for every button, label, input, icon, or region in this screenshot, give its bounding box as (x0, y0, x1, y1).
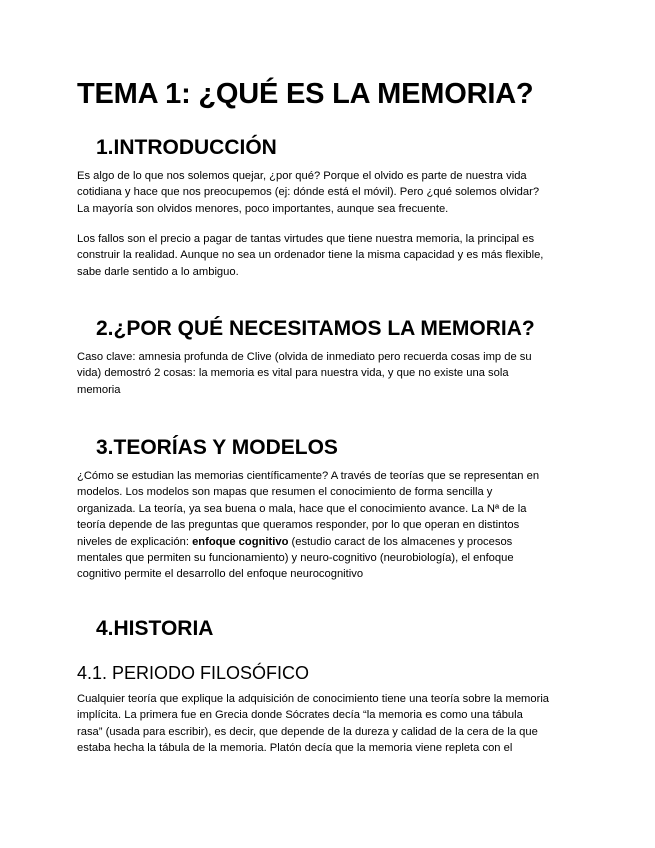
paragraph (77, 691, 587, 757)
text-line: organizada. La teoría, ya sea buena o mala, hace que el conocimiento avance. La Nª de la (77, 502, 527, 515)
text-line: cognitivo permite el desarrollo del enfoque neurocognitivo (77, 568, 364, 581)
text-line: Los fallos son el precio a pagar de tantas virtudes que tiene nuestra memoria, la principal es (77, 233, 535, 245)
section-heading-introduccion: 1.INTRODUCCIÓN (96, 136, 277, 159)
text-line: memoria (77, 383, 121, 396)
text-line: modelos. Los modelos son mapas que resumen el conocimiento de forma sencilla y (77, 486, 493, 499)
text-line: Es algo de lo que nos solemos quejar, ¿por qué? Porque el olvido es parte de nuestra vida (77, 170, 527, 182)
text-line: estaba hecha la tábula de la memoria. Platón decía que la memoria viene repleta con el (77, 742, 513, 755)
section-heading-teorias: 3.TEORÍAS Y MODELOS (96, 436, 338, 459)
paragraph (77, 168, 587, 217)
text-line: vida) demostró 2 cosas: la memoria es vital para nuestra vida, y que no existe una sola (77, 367, 509, 380)
document-title: TEMA 1: ¿QUÉ ES LA MEMORIA? (77, 78, 534, 110)
text-line: cotidiana y hace que nos preocupemos (ej: dónde está el móvil). Pero ¿qué solemos olvidar? (77, 186, 540, 199)
text-line: Caso clave: amnesia profunda de Clive (olvida de inmediato pero recuerda cosas imp de su (77, 351, 532, 363)
text-line: sabe darle sentido a lo ambiguo. (77, 265, 239, 278)
paragraph (77, 468, 587, 583)
paragraph (77, 231, 587, 280)
text-line: ¿Cómo se estudian las memorias científicamente? A través de teorías que se representan en (77, 470, 540, 482)
bold-term-enfoque-cognitivo: enfoque cognitivo (192, 535, 289, 548)
text-line: teoría depende de las preguntas que queramos responder, por lo que operan en distintos (77, 519, 520, 532)
subsection-heading-periodo-filosofico: 4.1. PERIODO FILOSÓFICO (77, 663, 310, 683)
text-line: Cualquier teoría que explique la adquisición de conocimiento tiene una teoría sobre la memoria (77, 693, 550, 705)
paragraph (77, 349, 587, 398)
text-line-mixed (77, 534, 587, 550)
text-line: rasa” (usada para escribir), es decir, que depende de la dureza y calidad de la cera de la que (77, 725, 538, 738)
text-run: niveles de explicación: (77, 535, 193, 548)
section-heading-por-que: 2.¿POR QUÉ NECESITAMOS LA MEMORIA? (96, 317, 535, 340)
text-run: (estudio caract de los almacenes y procesos (288, 535, 513, 548)
text-line: La mayoría son olvidos menores, poco importantes, aunque sea frecuente. (77, 202, 449, 215)
text-line: mentales que permiten su funcionamiento) y neuro-cognitivo (neurobiología), el enfoque (77, 552, 514, 565)
text-line: implícita. La primera fue en Grecia donde Sócrates decía “la memoria es como una tábula (77, 709, 523, 722)
section-heading-historia: 4.HISTORIA (96, 617, 214, 640)
text-line: construir la realidad. Aunque no sea un ordenador tiene la misma capacidad y es más flexible, (77, 249, 544, 262)
